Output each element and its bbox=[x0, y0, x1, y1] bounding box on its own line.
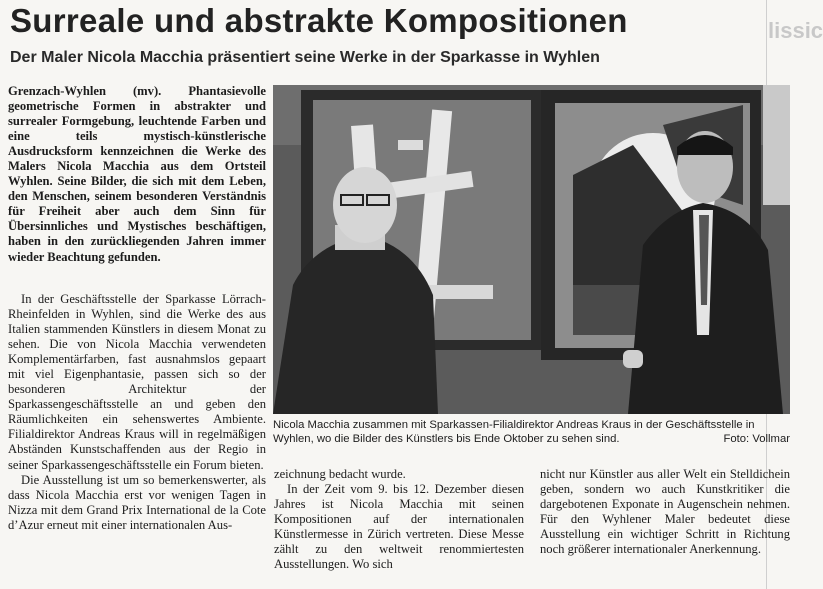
article-column-1 bbox=[8, 292, 266, 533]
photo-caption bbox=[273, 418, 790, 446]
paragraph-1: In der Geschäftsstelle der Sparkasse Lörrach-Rheinfelden in Wyhlen, sind die Werke des aus Italien stammenden Künstlers in diesem Monat zu sehen. Die von Nicola Macchia verwendeten Komplementärfarben, fast ausnahmslos gepaart mit viel Eigenphantasie, passen sich so der besonderen Architektur der Sparkassengeschäftsstelle an und geben den Räumlichkeiten ein sehenswertes Ambiente. Filialdirektor Andreas Kraus will in regelmäßigen Abständen Kunstschaffenden aus der Regio in seiner Sparkassengeschäftsstelle ein Forum bieten. bbox=[8, 292, 266, 472]
article-headline: Surreale und abstrakte Kompositionen bbox=[10, 2, 628, 39]
caption-text: Nicola Macchia zusammen mit Sparkassen-Filialdirektor Andreas Kraus in der Geschäftsstelle in Wyhlen, wo die Bilder des Künstlers bis Ende Oktober zu sehen sind. bbox=[273, 419, 755, 445]
photo-scene bbox=[273, 85, 790, 414]
article-subheadline: Der Maler Nicola Macchia präsentiert seine Werke in der Sparkasse in Wyhlen bbox=[10, 49, 600, 66]
neighbor-article-fragment: lissic bbox=[768, 18, 823, 43]
article-column-2 bbox=[274, 467, 524, 572]
paragraph-2-start: Die Ausstellung ist um so bemerkenswerter, als dass Nicola Macchia erst vor wenigen Tagen in Nizza mit dem Grand Prix International de la Cote d’Azur erneut mit einer internationalen Aus- bbox=[8, 472, 266, 532]
article-photo bbox=[273, 85, 790, 414]
paragraph-2-end: zeichnung bedacht wurde. bbox=[274, 467, 406, 481]
article-column-3: nicht nur Künstler aus aller Welt ein Stelldichein geben, sondern wo auch Kunstkritiker die dargebotenen Exponate in Augenschein nehmen. Für den Wyhlener Maler bedeutet diese Ausstellung ein wichtiger Schritt in Richtung noch größerer internationaler Anerkennung. bbox=[540, 467, 790, 557]
article-lead: Grenzach-Wyhlen (mv). Phantasievolle geometrische Formen in abstrakter und surrealer Formgebung, leuchtende Farben und eine teils mystisch-künstlerische Ausdrucksform kennzeichnen die Werke des Malers Nicola Macchia aus dem Ortsteil Wyhlen. Seine Bilder, die sich mit dem Leben, den Menschen, seinem besonderen Verständnis für Freiheit aber auch dem Sinn für Übersinnliches und Mystisches beschäftigen, haben in den zurückliegenden Jahren immer wieder Beachtung gefunden. bbox=[8, 84, 266, 264]
photo-credit: Foto: Vollmar bbox=[723, 433, 790, 445]
paragraph-3: In der Zeit vom 9. bis 12. Dezember diesen Jahres ist Nicola Macchia mit seinen Kompositionen auf der internationalen Künstlermesse in Zürich vertreten. Diese Messe zählt zu den weltweit renommiertesten Ausstellungen. Wo sich bbox=[274, 482, 524, 572]
